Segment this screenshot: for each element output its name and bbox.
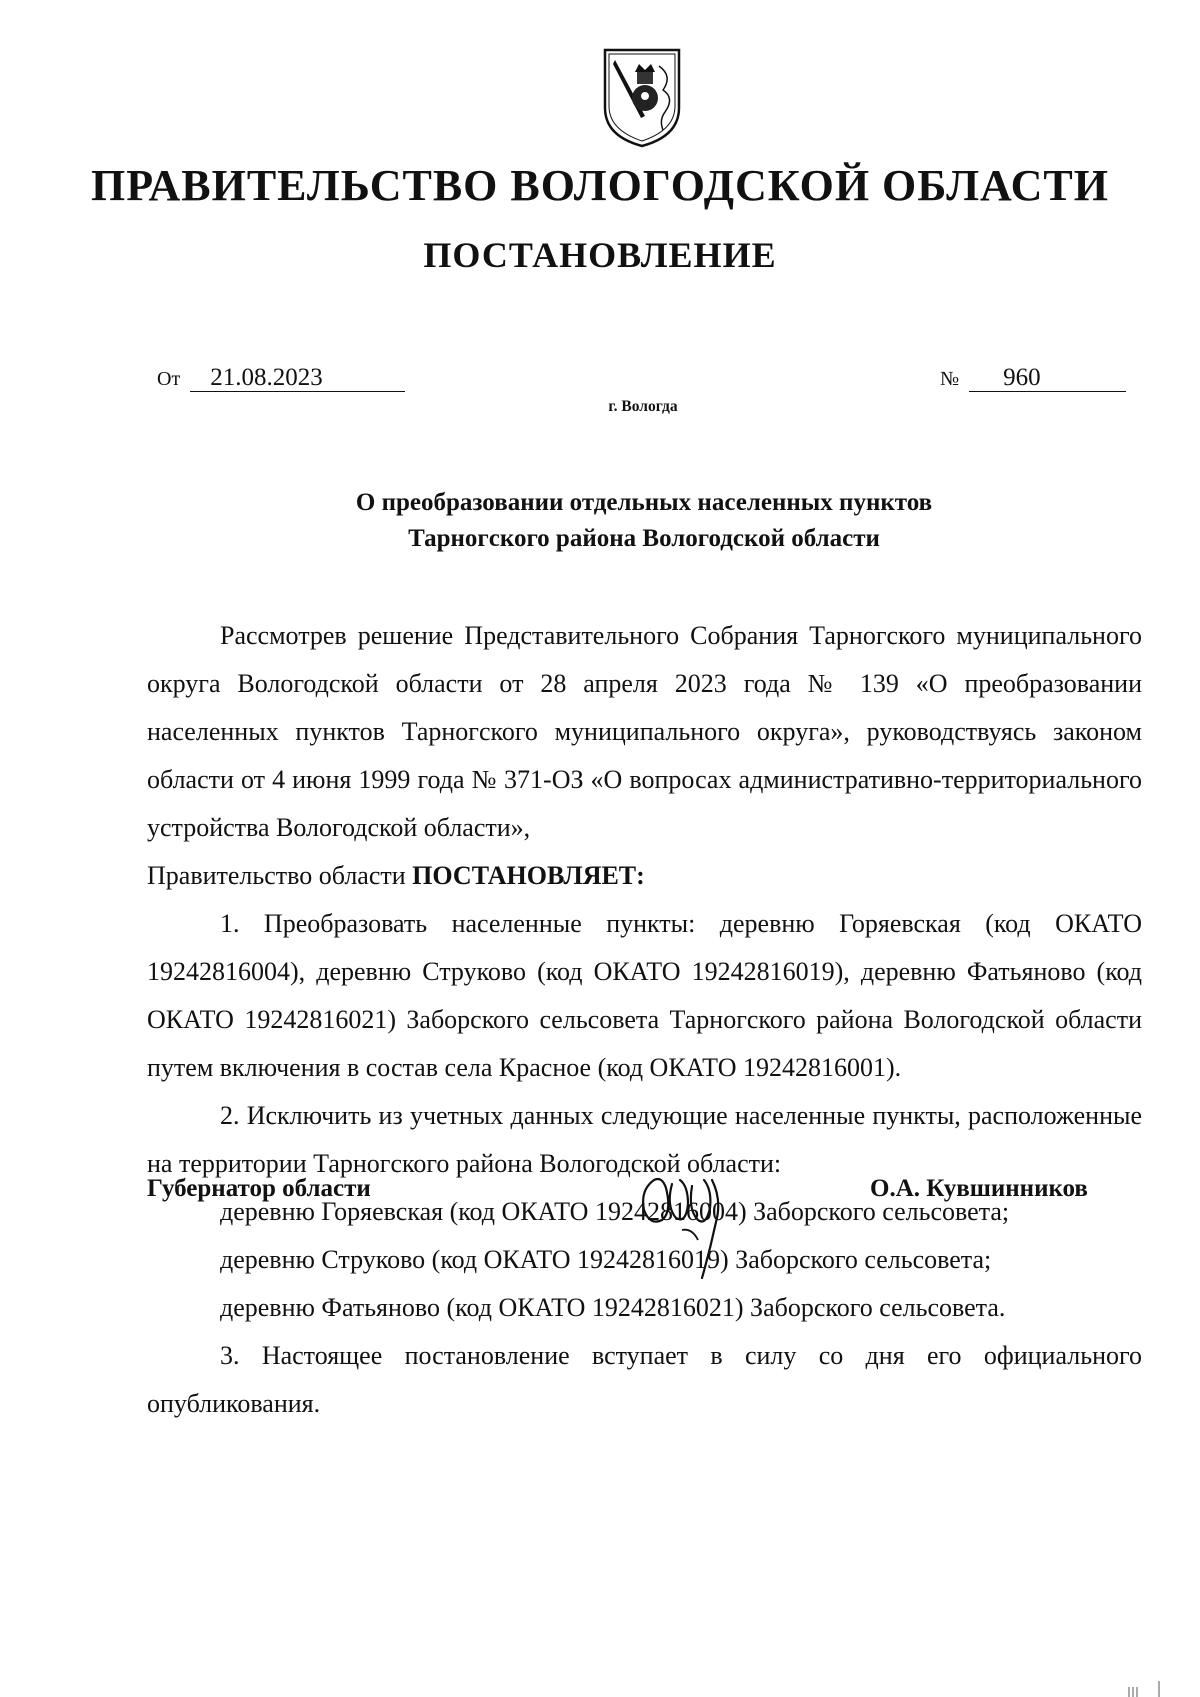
date-block <box>157 364 405 392</box>
item-2: 2. Исключить из учетных данных следующие населенные пункты, расположенные на территории Тарногского района Вологодской области: <box>147 1101 1142 1178</box>
coat-of-arms-icon <box>601 46 683 150</box>
document-body <box>147 612 1142 1428</box>
handwritten-signature-icon <box>632 1150 752 1280</box>
item-1: 1. Преобразовать населенные пункты: деревню Горяевская (код ОКАТО 19242816004), деревню Струково (код ОКАТО 19242816019), деревню Фатьяново (код ОКАТО 19242816021) Заборского сельсовета Тарногского района Вологодской области путем включения в состав села Красное (код ОКАТО 19242816001). <box>147 909 1142 1082</box>
number-block <box>940 364 1126 392</box>
document-subject <box>0 485 1200 557</box>
document-type: ПОСТАНОВЛЕНИЕ <box>423 235 777 275</box>
resolves-line <box>147 852 1142 900</box>
document-number: 960 <box>969 365 1126 392</box>
document-date: 21.08.2023 <box>190 365 405 392</box>
item-2-list-entry: деревню Струково (код ОКАТО 19242816019) Заборского сельсовета; <box>220 1245 992 1274</box>
subject-line: О преобразовании отдельных населенных пунктов <box>355 489 933 516</box>
resolves-keyword: ПОСТАНОВЛЯЕТ: <box>412 861 645 890</box>
city: г. Вологда <box>608 398 678 415</box>
preamble: Рассмотрев решение Представительного Собрания Тарногского муниципального округа Вологодской области от 28 апреля 2023 года № 139 «О преобразовании населенных пунктов Тарногского муниципального округа», руководствуясь законом области от 4 июня 1999 года № 371-ОЗ «О вопросах административно-территориального устройства Вологодской области», <box>147 621 1142 842</box>
scan-artifact <box>1125 1681 1165 1697</box>
resolves-prefix: Правительство области <box>147 861 406 890</box>
signatory-role: Губернатор области <box>147 1175 371 1202</box>
subject-line: Тарногского района Вологодской области <box>408 525 880 552</box>
item-2-list-entry: деревню Горяевская (код ОКАТО 19242816004) Заборского сельсовета; <box>220 1197 1010 1226</box>
item-2-list-entry: деревню Фатьяново (код ОКАТО 19242816021) Заборского сельсовета. <box>220 1293 1006 1322</box>
item-3: 3. Настоящее постановление вступает в силу со дня его официального опубликования. <box>147 1341 1142 1418</box>
date-prefix: От <box>157 368 181 390</box>
signatory-name: О.А. Кувшинников <box>870 1175 1088 1202</box>
number-prefix: № <box>940 368 960 390</box>
government-title: ПРАВИТЕЛЬСТВО ВОЛОГОДСКОЙ ОБЛАСТИ <box>91 161 1109 210</box>
